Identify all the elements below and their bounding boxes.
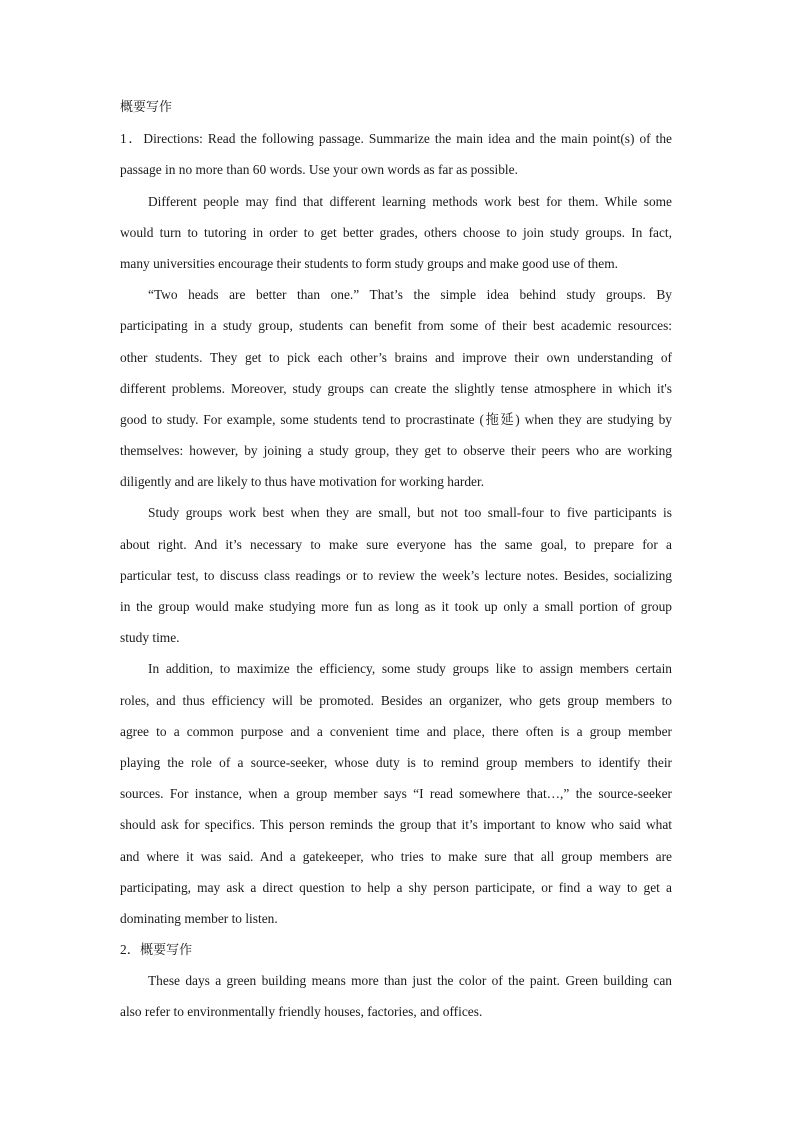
question-1-number: 1． (120, 131, 144, 147)
passage-paragraph-1 (120, 186, 672, 280)
paragraph-line: should ask for specifics. This person reminds the group that it’s important to know who said what (120, 817, 672, 833)
paragraph-line: study time. (120, 630, 180, 646)
paragraph-line: would turn to tutoring in order to get better grades, others choose to join study groups. In fact, (120, 224, 672, 240)
paragraph-line: also refer to environmentally friendly houses, factories, and offices. (120, 1004, 483, 1020)
question-2-number: 2． (120, 942, 141, 958)
question-2-title: 概要写作 (140, 943, 193, 959)
question-2-heading (120, 934, 672, 965)
section-title: 概要写作 (120, 100, 173, 115)
paragraph-line: other students. They get to pick each other’s brains and improve their own understanding of (120, 349, 672, 365)
paragraph-line: good to study. For example, some students tend to procrastinate (拖延) when they are studying by (120, 411, 672, 427)
question-1 (120, 123, 672, 934)
paragraph-line: These days a green building means more than just the color of the paint. Green building can (148, 973, 672, 989)
paragraph-line: Different people may find that different learning methods work best for them. While some (148, 193, 672, 209)
paragraph-line: about right. And it’s necessary to make sure everyone has the same goal, to prepare for a (120, 536, 672, 552)
paragraph-line: “Two heads are better than one.” That’s the simple idea behind study groups. By (148, 287, 672, 303)
paragraph-line: dominating member to listen. (120, 910, 278, 926)
question-2 (120, 934, 672, 1028)
paragraph-line: diligently and are likely to thus have motivation for working harder. (120, 474, 485, 490)
passage-paragraph-2 (120, 279, 672, 497)
paragraph-line: agree to a common purpose and a convenient time and place, there often is a group member (120, 723, 672, 739)
paragraph-line: roles, and thus efficiency will be promoted. Besides an organizer, who gets group members to (120, 692, 672, 708)
paragraph-line: different problems. Moreover, study groups can create the slightly tense atmosphere in which it's (120, 380, 672, 396)
paragraph-line: participating in a study group, students can benefit from some of their best academic resources: (120, 318, 672, 334)
paragraph-line: sources. For instance, when a group member says “I read somewhere that…,” the source-seeker (120, 786, 672, 802)
passage-paragraph-4 (120, 653, 672, 934)
paragraph-line: themselves: however, by joining a study group, they get to observe their peers who are working (120, 443, 672, 459)
paragraph-line: participating, may ask a direct question to help a shy person participate, or find a way to get a (120, 879, 672, 895)
paragraph-line: In addition, to maximize the efficiency, some study groups like to assign members certain (148, 661, 672, 677)
question-1-directions-line-2: passage in no more than 60 words. Use your own words as far as possible. (120, 162, 518, 178)
paragraph-line: many universities encourage their students to form study groups and make good use of them. (120, 255, 618, 271)
passage-paragraph-3 (120, 497, 672, 653)
paragraph-line: and where it was said. And a gatekeeper, who tries to make sure that all group members are (120, 848, 672, 864)
paragraph-line: in the group would make studying more fun as long as it took up only a small portion of group (120, 599, 672, 614)
question-1-directions-line-1: 1．Directions: Read the following passage. Summarize the main idea and the main point(s) of the (120, 131, 672, 147)
paragraph-line: playing the role of a source-seeker, whose duty is to remind group members to identify their (120, 754, 672, 770)
paragraph-line: Study groups work best when they are small, but not too small-four to five participants is (148, 505, 672, 521)
document-page (120, 92, 672, 1028)
paragraph-line: particular test, to discuss class readings or to review the week’s lecture notes. Besides, socializing (120, 567, 672, 583)
passage-paragraph (120, 965, 672, 1027)
